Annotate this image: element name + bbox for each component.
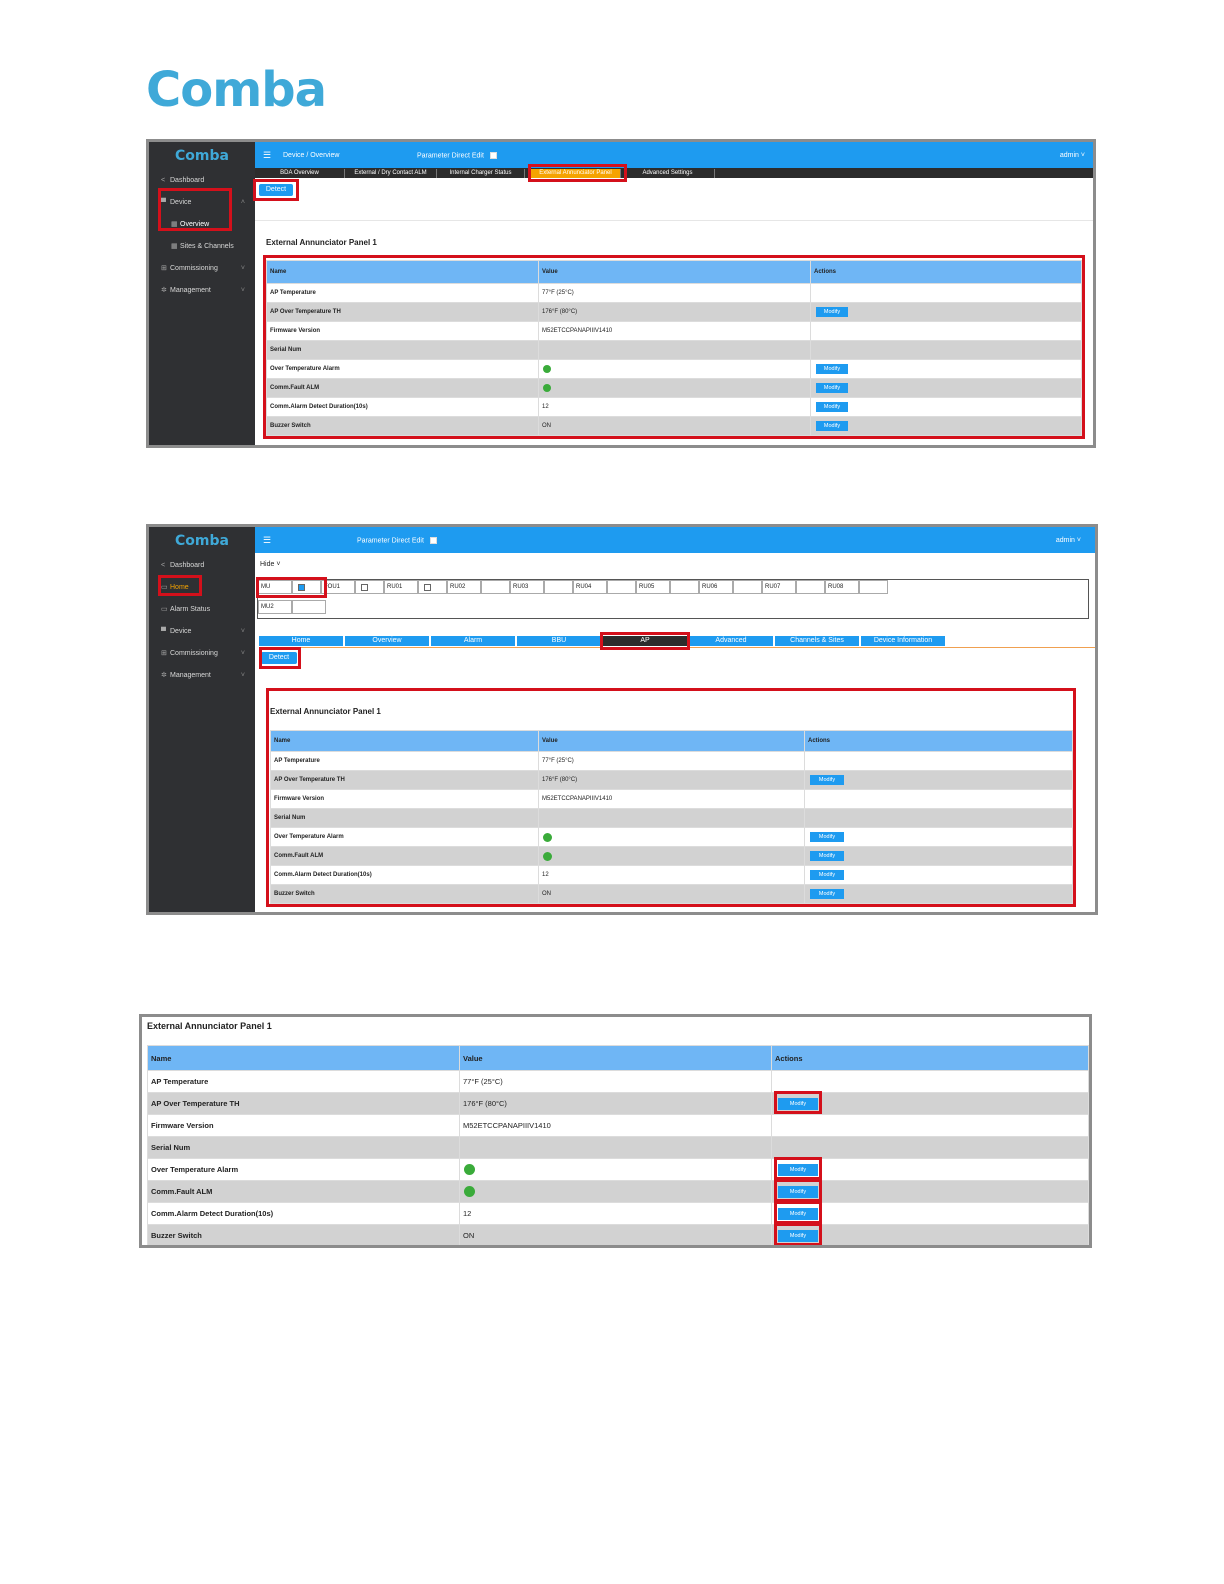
sidebar-item-dashboard[interactable]: < Dashboard (149, 170, 255, 192)
column-header: Actions (805, 731, 1073, 752)
sidebar-item-management[interactable]: ✲ Management ˅ (149, 280, 255, 302)
param-value (460, 1203, 772, 1225)
tab-external-dry-contact[interactable]: External / Dry Contact ALM (345, 169, 437, 178)
param-name: Comm.Fault ALM (267, 379, 539, 398)
highlight-detect (253, 179, 299, 201)
chevron-down-icon: ˅ (240, 672, 245, 679)
panel-title: External Annunciator Panel 1 (147, 1021, 272, 1031)
status-ok-icon (464, 1186, 475, 1197)
value-text: 176°F (80°C) (542, 309, 578, 315)
unit-selector (257, 579, 1089, 619)
parameter-direct-edit: Parameter Direct Edit (357, 537, 437, 544)
highlight-home (158, 575, 202, 596)
sidebar-logo: Comba (175, 148, 229, 164)
value-text: 12 (463, 1209, 472, 1218)
unit-label-ru08: RU08 (825, 580, 859, 594)
param-value (460, 1225, 772, 1247)
modify-button[interactable]: Modify (810, 870, 844, 880)
unit-checkbox-cell[interactable] (670, 580, 699, 594)
parameter-direct-edit-checkbox[interactable] (430, 537, 437, 544)
param-name: Serial Num (148, 1137, 460, 1159)
unit-value-cell (292, 600, 326, 614)
panel-title: External Annunciator Panel 1 (266, 238, 377, 247)
screenshot-device-overview (146, 139, 1096, 448)
tab-ap[interactable]: AP (603, 636, 689, 646)
sidebar-item-commissioning[interactable]: ⊞ Commissioning ˅ (149, 643, 255, 665)
param-name: AP Over Temperature TH (267, 303, 539, 322)
param-name: Comm.Alarm Detect Duration(10s) (267, 398, 539, 417)
sidebar-item-overview[interactable]: ▦ Overview (149, 214, 255, 236)
value-text: ON (542, 891, 551, 897)
unit-checkbox-cell[interactable] (733, 580, 762, 594)
column-header: Name (148, 1046, 460, 1071)
modify-button[interactable]: Modify (778, 1098, 818, 1110)
table-header-row (148, 1046, 1089, 1071)
table-row (148, 1203, 1089, 1225)
highlight-modify (774, 1091, 822, 1114)
param-name: Comm.Alarm Detect Duration(10s) (271, 866, 539, 885)
column-header: Value (539, 261, 811, 284)
modify-button[interactable]: Modify (778, 1186, 818, 1198)
detect-button[interactable]: Detect (259, 184, 293, 196)
tab-bar (255, 168, 1093, 178)
table-row (148, 1071, 1089, 1093)
user-menu[interactable]: admin ˅ (1059, 152, 1085, 159)
modify-button[interactable]: Modify (810, 775, 844, 785)
home-icon: ▭ (161, 584, 168, 591)
highlight-modify (774, 1223, 822, 1246)
modify-button[interactable]: Modify (816, 402, 848, 412)
tab-advanced[interactable]: Advanced (689, 636, 775, 646)
sidebar-item-device[interactable]: ▀ Device ˄ (149, 192, 255, 214)
unit-checkbox-cell[interactable] (796, 580, 825, 594)
device-icon: ▀ (161, 628, 166, 635)
table-row (148, 1159, 1089, 1181)
unit-label-ru04: RU04 (573, 580, 607, 594)
value-text: M52ETCCPANAPIIIV1410 (542, 796, 613, 802)
sidebar-item-device[interactable]: ▀ Device ˅ (149, 621, 255, 643)
grid-icon: ▦ (171, 243, 178, 250)
column-header: Actions (811, 261, 1082, 284)
unit-checkbox-cell[interactable] (355, 580, 384, 594)
sidebar-item-dashboard[interactable]: < Dashboard (149, 555, 255, 577)
value-text: M52ETCCPANAPIIIV1410 (542, 328, 613, 334)
param-name: AP Over Temperature TH (271, 771, 539, 790)
column-header: Value (539, 731, 805, 752)
column-header: Name (271, 731, 539, 752)
unit-label-ru02: RU02 (447, 580, 481, 594)
gear-icon: ✲ (161, 287, 167, 294)
highlight-modify (774, 1157, 822, 1180)
top-bar (255, 527, 1095, 553)
modify-button[interactable]: Modify (816, 307, 848, 317)
user-menu[interactable]: admin ˅ (1055, 537, 1081, 544)
parameter-direct-edit: Parameter Direct Edit (417, 152, 497, 159)
param-actions (772, 1115, 1089, 1137)
gear-icon: ✲ (161, 672, 167, 679)
modify-button[interactable]: Modify (778, 1208, 818, 1220)
menu-icon[interactable]: ☰ (263, 535, 272, 545)
status-ok-icon (464, 1164, 475, 1175)
tab-bbu[interactable]: BBU (517, 636, 603, 646)
param-name: Buzzer Switch (271, 885, 539, 904)
param-value (460, 1159, 772, 1181)
param-name: Over Temperature Alarm (267, 360, 539, 379)
modify-button[interactable]: Modify (816, 364, 848, 374)
param-name: Firmware Version (271, 790, 539, 809)
unit-checkbox[interactable] (361, 584, 368, 591)
unit-checkbox-cell[interactable] (859, 580, 888, 594)
param-name: Comm.Fault ALM (271, 847, 539, 866)
modify-button[interactable]: Modify (810, 851, 844, 861)
modify-button[interactable]: Modify (810, 832, 844, 842)
param-value (460, 1137, 772, 1159)
param-name: Firmware Version (148, 1115, 460, 1137)
unit-label-ru03: RU03 (510, 580, 544, 594)
value-text: 77°F (25°C) (463, 1077, 503, 1086)
modify-button[interactable]: Modify (816, 421, 848, 431)
apps-icon: ⊞ (161, 265, 167, 272)
param-name: Over Temperature Alarm (148, 1159, 460, 1181)
divider (255, 220, 1093, 221)
table-row (148, 1181, 1089, 1203)
table-row (148, 1137, 1089, 1159)
apps-icon: ⊞ (161, 650, 167, 657)
value-text: 77°F (25°C) (542, 758, 574, 764)
table-row (148, 1225, 1089, 1247)
highlight-table (266, 688, 1076, 907)
unit-label-ru05: RU05 (636, 580, 670, 594)
tab-advanced-settings[interactable]: Advanced Settings (621, 169, 715, 178)
value-text: ON (463, 1231, 475, 1240)
unit-cell[interactable]: MU2 (258, 600, 292, 614)
value-text: 12 (542, 872, 549, 878)
menu-icon[interactable]: ☰ (263, 150, 272, 160)
device-icon: ▀ (161, 199, 166, 206)
param-name: AP Temperature (148, 1071, 460, 1093)
sidebar-logo: Comba (175, 533, 229, 549)
param-name: Comm.Fault ALM (148, 1181, 460, 1203)
modify-button[interactable]: Modify (778, 1230, 818, 1242)
highlight-tab (528, 164, 627, 182)
unit-label-mu: MU (258, 580, 292, 594)
parameter-table (147, 1045, 1089, 1247)
modify-button[interactable]: Modify (778, 1164, 818, 1176)
unit-checkbox-cell[interactable] (607, 580, 636, 594)
value-text: ON (542, 423, 551, 429)
tab-internal-charger[interactable]: Internal Charger Status (437, 169, 525, 178)
screenshot-table-zoom (139, 1014, 1092, 1248)
param-actions (772, 1137, 1089, 1159)
column-header: Name (267, 261, 539, 284)
share-icon: < (161, 562, 166, 569)
table-row (148, 1093, 1089, 1115)
column-header: Value (460, 1046, 772, 1071)
param-name: Comm.Alarm Detect Duration(10s) (148, 1203, 460, 1225)
alarm-icon: ▭ (161, 606, 168, 613)
param-name: Serial Num (267, 341, 539, 360)
tab-device-information[interactable]: Device Information (861, 636, 947, 646)
unit-label-ru01: RU01 (384, 580, 418, 594)
modify-button[interactable]: Modify (810, 889, 844, 899)
share-icon: < (161, 177, 166, 184)
unit-label-ru06: RU06 (699, 580, 733, 594)
grid-icon: ▦ (171, 221, 178, 228)
unit-label-ru07: RU07 (762, 580, 796, 594)
highlight-modify (774, 1179, 822, 1202)
param-name: AP Over Temperature TH (148, 1093, 460, 1115)
column-header: Actions (772, 1046, 1089, 1071)
value-text: M52ETCCPANAPIIIV1410 (463, 1121, 551, 1130)
param-value (460, 1181, 772, 1203)
unit-checkbox-cell[interactable] (418, 580, 447, 594)
param-value (460, 1093, 772, 1115)
tab-alarm[interactable]: Alarm (431, 636, 517, 646)
param-name: Buzzer Switch (148, 1225, 460, 1247)
chevron-down-icon: ˅ (240, 265, 245, 272)
param-actions (772, 1071, 1089, 1093)
highlight-detect (259, 647, 301, 669)
hide-toggle[interactable]: Hide ˅ (260, 561, 281, 568)
param-value (460, 1115, 772, 1137)
highlight-tab-ap (600, 632, 690, 650)
modify-button[interactable]: Modify (816, 383, 848, 393)
top-bar (255, 142, 1093, 168)
param-name: Serial Num (271, 809, 539, 828)
sidebar-item-sites-channels[interactable]: ▦ Sites & Channels (149, 236, 255, 258)
param-name: Firmware Version (267, 322, 539, 341)
sidebar-item-commissioning[interactable]: ⊞ Commissioning ˅ (149, 258, 255, 280)
chevron-down-icon: ˅ (240, 650, 245, 657)
sidebar-item-alarm-status[interactable]: ▭ Alarm Status (149, 599, 255, 621)
highlight-mu (256, 577, 327, 598)
panel-title: External Annunciator Panel 1 (270, 707, 381, 716)
sidebar-item-management[interactable]: ✲ Management ˅ (149, 665, 255, 687)
param-value (460, 1071, 772, 1093)
tab-overview[interactable]: Overview (345, 636, 431, 646)
highlight-modify (774, 1201, 822, 1224)
detect-button[interactable]: Detect (261, 652, 297, 664)
breadcrumb: Device / Overview (283, 152, 340, 159)
sidebar-item-home[interactable]: ▭ Home (149, 577, 255, 599)
comba-logo: Comba (146, 62, 326, 118)
screenshot-home-ap (146, 524, 1098, 915)
highlight-device (158, 188, 232, 231)
table-row (148, 1115, 1089, 1137)
unit-checkbox[interactable] (424, 584, 431, 591)
param-name: AP Temperature (271, 752, 539, 771)
param-name: Buzzer Switch (267, 417, 539, 436)
tab-home[interactable]: Home (259, 636, 345, 646)
unit-checkbox-cell[interactable] (481, 580, 510, 594)
value-text: 176°F (80°C) (463, 1099, 507, 1108)
unit-checkbox-cell[interactable] (544, 580, 573, 594)
tab-bda-overview[interactable]: BDA Overview (255, 169, 345, 178)
value-text: 77°F (25°C) (542, 290, 574, 296)
value-text: 12 (542, 404, 549, 410)
tab-channels-sites[interactable]: Channels & Sites (775, 636, 861, 646)
param-name: Over Temperature Alarm (271, 828, 539, 847)
chevron-up-icon: ˄ (240, 199, 245, 206)
chevron-down-icon: ˅ (240, 628, 245, 635)
value-text: 176°F (80°C) (542, 777, 578, 783)
unit-label-fou1: FOU1 (321, 580, 355, 594)
param-name: AP Temperature (267, 284, 539, 303)
parameter-direct-edit-checkbox[interactable] (490, 152, 497, 159)
tab-external-annunciator[interactable]: External Annunciator Panel (531, 169, 621, 178)
chevron-down-icon: ˅ (240, 287, 245, 294)
highlight-table (263, 255, 1085, 439)
